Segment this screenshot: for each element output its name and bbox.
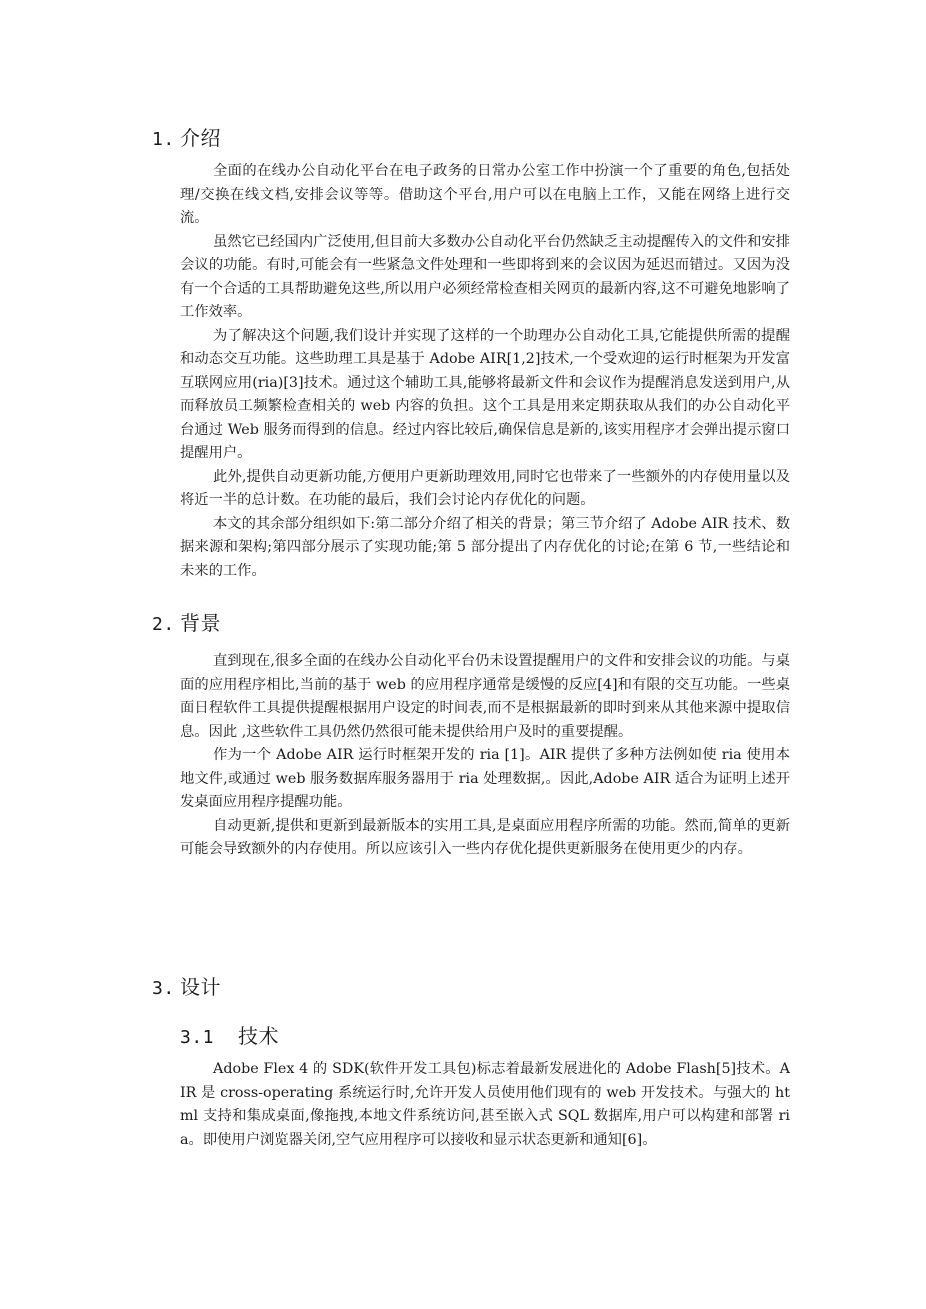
section-body-introduction (180, 160, 790, 583)
section-number: 1. (152, 129, 175, 150)
paragraph: 全面的在线办公自动化平台在电子政务的日常办公室工作中扮演一个了重要的角色,包括处理/交换在线文档,安排会议等等。借助这个平台,用户可以在电脑上工作，又能在网络上进行交流。 (180, 163, 790, 226)
section-title: 设计 (180, 975, 221, 999)
paragraph: 作为一个 Adobe AIR 运行时框架开发的 ria [1]。AIR 提供了多种方法例如使 ria 使用本地文件,或通过 web 服务数据库服务器用于 ria 处理数据,。因此,Adobe AIR 适合为证明上述开发桌面应用程序提醒功能。 (180, 747, 790, 810)
paragraph: 此外,提供自动更新功能,方便用户更新助理效用,同时它也带来了一些额外的内存使用量以及将近一半的总计数。在功能的最后，我们会讨论内存优化的问题。 (180, 468, 790, 508)
subsection-heading-technology (180, 1022, 279, 1052)
section-title: 背景 (180, 611, 221, 635)
section-number: 3. (152, 978, 175, 999)
section-body-background (180, 650, 790, 862)
subsection-title: 技术 (238, 1024, 279, 1048)
section-number: 2. (152, 614, 175, 635)
paragraph: 本文的其余部分组织如下:第二部分介绍了相关的背景；第三节介绍了 Adobe AIR 技术、数据来源和架构;第四部分展示了实现功能;第 5 部分提出了内存优化的讨论;在第 6 节,一些结论和未来的工作。 (180, 515, 790, 579)
paragraph: 直到现在,很多全面的在线办公自动化平台仍未设置提醒用户的文件和安排会议的功能。与桌面的应用程序相比,当前的基于 web 的应用程序通常是缓慢的反应[4]和有限的交互功能。一些桌面日程软件工具提供提醒根据用户设定的时间表,而不是根据最新的即时到来从其他来源中提取信息。因此 ,这些软件工具仍然仍然很可能未提供给用户及时的重要提醒。 (180, 653, 790, 740)
paragraph: Adobe Flex 4 的 SDK(软件开发工具包)标志着最新发展进化的 Adobe Flash[5]技术。AIR 是 cross-operating 系统运行时,允许开发人员使用他们现有的 web 开发技术。与强大的 html 支持和集成桌面,像拖拽,本地文件系统访问,甚至嵌入式 SQL 数据库,用户可以构建和部署 ria。即使用户浏览器关闭,空气应用程序可以接收和显示状态更新和通知[6]。 (180, 1061, 790, 1148)
subsection-number: 3.1 (180, 1027, 215, 1048)
paragraph: 为了解决这个问题,我们设计并实现了这样的一个助理办公自动化工具,它能提供所需的提醒和动态交互功能。这些助理工具是基于 Adobe AIR[1,2]技术,一个受欢迎的运行时框架为开发富互联网应用(ria)[3]技术。通过这个辅助工具,能够将最新文件和会议作为提醒消息发送到用户,从而释放员工频繁检查相关的 web 内容的负担。这个工具是用来定期获取从我们的办公自动化平台通过 Web 服务而得到的信息。经过内容比较后,确保信息是新的,该实用程序才会弹出提示窗口提醒用户。 (180, 327, 790, 461)
section-title: 介绍 (180, 126, 221, 150)
paragraph: 自动更新,提供和更新到最新版本的实用工具,是桌面应用程序所需的功能。然而,简单的更新可能会导致额外的内存使用。所以应该引入一些内存优化提供更新服务在使用更少的内存。 (180, 817, 790, 857)
section-heading-introduction (152, 124, 221, 154)
section-heading-design (152, 973, 221, 1003)
section-heading-background (152, 609, 221, 639)
paragraph: 虽然它已经国内广泛使用,但目前大多数办公自动化平台仍然缺乏主动提醒传入的文件和安排会议的功能。有时,可能会有一些紧急文件处理和一些即将到来的会议因为延迟而错过。又因为没有一个合适的工具帮助避免这些,所以用户必须经常检查相关网页的最新内容,这不可避免地影响了工作效率。 (180, 233, 790, 320)
subsection-body-technology (180, 1058, 790, 1152)
